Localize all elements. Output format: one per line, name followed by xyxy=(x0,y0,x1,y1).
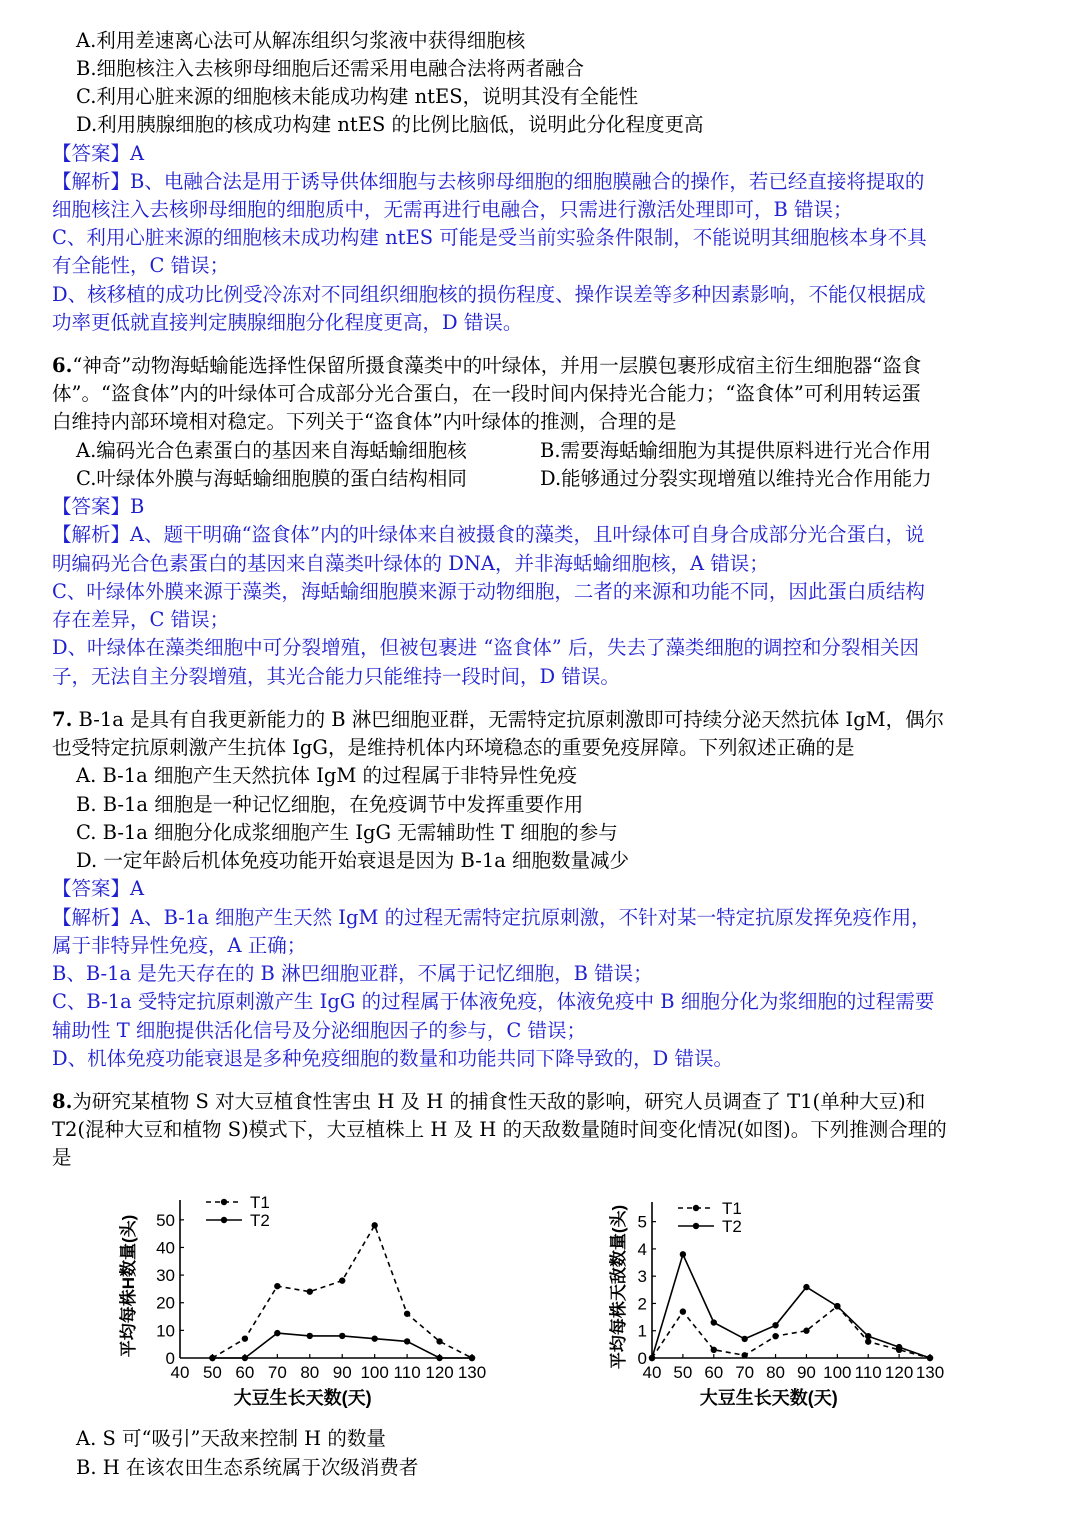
data-point-t1 xyxy=(274,1283,280,1289)
data-point-t1 xyxy=(680,1308,686,1314)
data-point-t1 xyxy=(865,1338,871,1344)
data-point-t1 xyxy=(371,1222,377,1228)
y-tick-label: 10 xyxy=(156,1321,175,1341)
data-point-t2 xyxy=(469,1355,475,1361)
q7-analysis-line: 辅助性 T 细胞提供活化信号及分泌细胞因子的参与，C 错误； xyxy=(52,1019,587,1042)
legend-marker-t2 xyxy=(221,1217,227,1223)
q6-analysis-line: 子，无法自主分裂增殖，其光合能力只能维持一段时间，D 错误。 xyxy=(52,665,620,688)
q7-analysis-line: 【解析】A、B-1a 细胞产生天然 IgM 的过程无需特定抗原刺激，不针对某一特定抗原发挥免疫作用， xyxy=(52,906,931,929)
q5-analysis-line: C、利用心脏来源的细胞核未成功构建 ntES 可能是受当前实验条件限制，不能说明其细胞核本身不具 xyxy=(52,226,927,249)
x-tick-label: 120 xyxy=(425,1363,454,1382)
series-line-t1 xyxy=(652,1306,930,1358)
y-tick-label: 20 xyxy=(156,1293,175,1313)
q7-answer: 【答案】A xyxy=(52,877,145,900)
data-point-t2 xyxy=(772,1322,778,1328)
data-point-t2 xyxy=(803,1284,809,1290)
y-tick-label: 40 xyxy=(156,1238,175,1258)
q6-analysis-line: 存在差异，C 错误； xyxy=(52,608,230,631)
q8-stem-line: 是 xyxy=(52,1146,72,1169)
q5-answer: 【答案】A xyxy=(52,142,145,165)
x-tick-label: 80 xyxy=(766,1363,786,1382)
legend-label-t2: T2 xyxy=(250,1211,270,1230)
q7-stem-text: B-1a 是具有自我更新能力的 B 淋巴细胞亚群，无需特定抗原刺激即可持续分泌天然抗体 IgM，偶尔 xyxy=(72,708,945,731)
q7-option-b: B. B-1a 细胞是一种记忆细胞，在免疫调节中发挥重要作用 xyxy=(76,793,584,816)
q6-stem-line: 体”。“盗食体”内的叶绿体可合成部分光合蛋白，在一段时间内保持光合能力；“盗食体”可利用转运蛋 xyxy=(52,382,921,405)
q6-option-c: C.叶绿体外膜与海蛞蝓细胞膜的蛋白结构相同 xyxy=(76,467,467,490)
data-point-t1 xyxy=(242,1335,248,1341)
y-tick-label: 4 xyxy=(637,1239,647,1259)
q7-number: 7. xyxy=(52,708,73,731)
q5-analysis-line: 【解析】B、电融合法是用于诱导供体细胞与去核卵母细胞的细胞膜融合的操作，若已经直接将提取的 xyxy=(52,170,925,193)
data-point-t2 xyxy=(927,1355,933,1361)
y-tick-label: 2 xyxy=(637,1294,647,1314)
data-point-t1 xyxy=(803,1328,809,1334)
x-axis-title: 大豆生长天数(天) xyxy=(233,1388,372,1408)
legend-marker-t1 xyxy=(693,1205,699,1211)
x-tick-label: 100 xyxy=(360,1363,389,1382)
x-tick-label: 60 xyxy=(704,1363,724,1382)
legend-label-t2: T2 xyxy=(722,1217,742,1236)
q7-analysis-line: D、机体免疫功能衰退是多种免疫细胞的数量和功能共同下降导致的，D 错误。 xyxy=(52,1047,733,1070)
y-axis-title: 平均每株天敌数量(头) xyxy=(609,1204,628,1370)
data-point-t2 xyxy=(371,1335,377,1341)
series-line-t2 xyxy=(652,1254,930,1358)
q5-option-d: D.利用胰腺细胞的核成功构建 ntES 的比例比脑低，说明此分化程度更高 xyxy=(76,113,704,136)
q5-analysis-line: D、核移植的成功比例受冷冻对不同组织细胞核的损伤程度、操作误差等多种因素影响，不能仅根据成 xyxy=(52,283,926,306)
data-point-t2 xyxy=(834,1303,840,1309)
data-point-t2 xyxy=(404,1338,410,1344)
x-tick-label: 80 xyxy=(300,1363,320,1382)
q7-analysis-line: C、B-1a 受特定抗原刺激产生 IgG 的过程属于体液免疫，体液免疫中 B 细胞分化为浆细胞的过程需要 xyxy=(52,990,935,1013)
chart-enemy-count-svg xyxy=(608,1190,944,1420)
y-tick-label: 1 xyxy=(637,1321,647,1341)
x-tick-label: 70 xyxy=(267,1363,287,1382)
legend-marker-t2 xyxy=(693,1223,699,1229)
data-point-t2 xyxy=(649,1355,655,1361)
data-point-t1 xyxy=(711,1347,717,1353)
q7-option-d: D. 一定年龄后机体免疫功能开始衰退是因为 B-1a 细胞数量减少 xyxy=(76,849,630,872)
data-point-t1 xyxy=(772,1333,778,1339)
q6-stem-line xyxy=(52,352,921,380)
x-tick-label: 50 xyxy=(202,1363,222,1382)
legend-label-t1: T1 xyxy=(722,1199,742,1218)
x-tick-label: 90 xyxy=(796,1363,816,1382)
data-point-t2 xyxy=(896,1344,902,1350)
chart-h-count-svg xyxy=(118,1188,490,1413)
q5-option-c: C.利用心脏来源的细胞核未能成功构建 ntES，说明其没有全能性 xyxy=(76,85,639,108)
q5-analysis-line: 有全能性，C 错误； xyxy=(52,254,230,277)
q7-analysis-line: 属于非特异性免疫，A 正确； xyxy=(52,934,307,957)
x-tick-label: 50 xyxy=(673,1363,693,1382)
q7-stem-line: 也受特定抗原刺激产生抗体 IgG，是维持机体内环境稳态的重要免疫屏障。下列叙述正确的是 xyxy=(52,736,855,759)
q6-option-d: D.能够通过分裂实现增殖以维持光合作用能力 xyxy=(540,467,932,490)
data-point-t2 xyxy=(741,1336,747,1342)
q6-analysis-line: 明编码光合色素蛋白的基因来自藻类叶绿体的 DNA，并非海蛞蝓细胞核，A 错误； xyxy=(52,552,769,575)
x-tick-label: 60 xyxy=(235,1363,255,1382)
legend-label-t1: T1 xyxy=(250,1193,270,1212)
x-tick-label: 120 xyxy=(884,1363,914,1382)
q8-stem-text: 为研究某植物 S 对大豆植食性害虫 H 及 H 的捕食性天敌的影响，研究人员调查了 T1(单种大豆)和 xyxy=(72,1090,926,1113)
x-axis-title: 大豆生长天数(天) xyxy=(699,1388,838,1408)
q5-option-a: A.利用差速离心法可从解冻组织匀浆液中获得细胞核 xyxy=(76,29,526,52)
data-point-t2 xyxy=(242,1355,248,1361)
q7-stem-line xyxy=(52,706,944,734)
x-tick-label: 110 xyxy=(393,1363,421,1382)
data-point-t1 xyxy=(339,1277,345,1283)
y-tick-label: 3 xyxy=(637,1267,647,1287)
q7-analysis-line: B、B-1a 是先天存在的 B 淋巴细胞亚群，不属于记忆细胞，B 错误； xyxy=(52,962,653,985)
x-tick-label: 40 xyxy=(170,1363,190,1382)
q5-analysis-line: 细胞核注入去核卵母细胞的细胞质中，无需再进行电融合，只需进行激活处理即可，B 错误； xyxy=(52,198,853,221)
q7-option-c: C. B-1a 细胞分化成浆细胞产生 IgG 无需辅助性 T 细胞的参与 xyxy=(76,821,618,844)
data-point-t1 xyxy=(741,1352,747,1358)
q6-analysis-line: D、叶绿体在藻类细胞中可分裂增殖，但被包裹进 “盗食体” 后，失去了藻类细胞的调控和分裂相关因 xyxy=(52,636,919,659)
y-tick-label: 0 xyxy=(165,1349,175,1368)
q6-answer: 【答案】B xyxy=(52,495,145,518)
q6-stem-line: 白维持内部环境相对稳定。下列关于“盗食体”内叶绿体的推测，合理的是 xyxy=(52,410,677,433)
x-tick-label: 100 xyxy=(823,1363,852,1382)
x-tick-label: 90 xyxy=(332,1363,352,1382)
chart-enemy-count xyxy=(608,1190,944,1424)
q6-stem-text: “神奇”动物海蛞蝓能选择性保留所摄食藻类中的叶绿体，并用一层膜包裹形成宿主衍生细胞器“盗食 xyxy=(72,354,922,377)
x-tick-label: 70 xyxy=(735,1363,755,1382)
data-point-t2 xyxy=(274,1330,280,1336)
y-tick-label: 50 xyxy=(156,1210,175,1230)
y-tick-label: 30 xyxy=(156,1266,175,1286)
q8-option-a: A. S 可“吸引”天敌来控制 H 的数量 xyxy=(76,1427,386,1450)
q8-number: 8. xyxy=(52,1090,73,1113)
x-tick-label: 130 xyxy=(457,1363,487,1382)
legend-marker-t1 xyxy=(221,1199,227,1205)
q6-option-b: B.需要海蛞蝓细胞为其提供原料进行光合作用 xyxy=(540,439,932,462)
data-point-t2 xyxy=(209,1355,215,1361)
data-point-t2 xyxy=(711,1319,717,1325)
q6-number: 6. xyxy=(52,354,73,377)
data-point-t1 xyxy=(307,1288,313,1294)
q5-option-b: B.细胞核注入去核卵母细胞后还需采用电融合法将两者融合 xyxy=(76,57,585,80)
x-tick-label: 110 xyxy=(854,1363,882,1382)
data-point-t1 xyxy=(436,1338,442,1344)
data-point-t2 xyxy=(680,1251,686,1257)
data-point-t2 xyxy=(436,1355,442,1361)
q6-analysis-line: C、叶绿体外膜来源于藻类，海蛞蝓细胞膜来源于动物细胞，二者的来源和功能不同，因此蛋白质结构 xyxy=(52,580,925,603)
data-point-t2 xyxy=(865,1333,871,1339)
q5-analysis-line: 功率更低就直接判定胰腺细胞分化程度更高，D 错误。 xyxy=(52,311,523,334)
q8-stem-line xyxy=(52,1088,925,1116)
data-point-t2 xyxy=(339,1333,345,1339)
data-point-t1 xyxy=(404,1311,410,1317)
q7-option-a: A. B-1a 细胞产生天然抗体 IgM 的过程属于非特异性免疫 xyxy=(76,764,578,787)
x-tick-label: 40 xyxy=(642,1363,662,1382)
q6-option-a: A.编码光合色素蛋白的基因来自海蛞蝓细胞核 xyxy=(76,439,467,462)
x-tick-label: 130 xyxy=(915,1363,944,1382)
q8-option-b: B. H 在该农田生态系统属于次级消费者 xyxy=(76,1456,419,1479)
y-tick-label: 5 xyxy=(637,1212,647,1232)
y-tick-label: 0 xyxy=(637,1349,647,1368)
q6-analysis-line: 【解析】A、题干明确“盗食体”内的叶绿体来自被摄食的藻类，且叶绿体可自身合成部分光合蛋白，说 xyxy=(52,523,925,546)
data-point-t2 xyxy=(307,1333,313,1339)
chart-h-count xyxy=(118,1188,490,1417)
y-axis-title: 平均每株H数量(头) xyxy=(119,1214,138,1358)
q8-stem-line: T2(混种大豆和植物 S)模式下，大豆植株上 H 及 H 的天敌数量随时间变化情况(如图)。下列推测合理的 xyxy=(52,1118,947,1141)
